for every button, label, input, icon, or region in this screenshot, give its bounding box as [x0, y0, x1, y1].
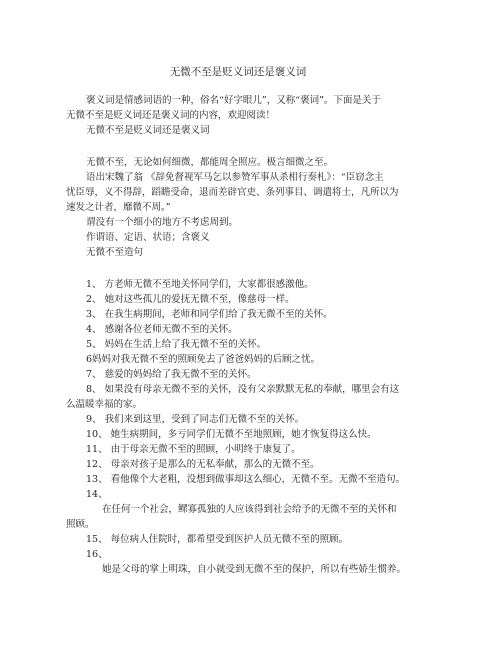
- section-heading: 无微不至造句: [86, 247, 144, 258]
- item-number: 15、: [86, 534, 108, 545]
- item-number: 16、: [86, 549, 108, 560]
- item-text: 妈妈对我无微不至的照顾免去了爸爸妈妈的后顾之忧。: [92, 354, 321, 365]
- list-item: [66, 367, 410, 382]
- item-number: 2、: [86, 294, 102, 305]
- item-text: 母亲对孩子是那么的无私奉献，那么的无微不至。: [110, 459, 320, 470]
- item-number: 7、: [86, 369, 102, 380]
- item-number: 4、: [86, 324, 102, 335]
- list-item: [66, 292, 410, 307]
- list-item-body: 她是父母的掌上明珠，自小就受到无微不至的保护，所以有些娇生惯养。: [102, 564, 407, 575]
- intro-line: 褒义词是情感词语的一种，俗名“好字眼儿”，又称“褒词”。下面是关于: [86, 95, 381, 106]
- item-text: 看他像个大老粗，没想到做事却这么细心，无微不至。无微不至造句。: [110, 474, 406, 485]
- item-number: 9、: [86, 414, 102, 425]
- list-item: [66, 277, 410, 292]
- item-number: 6: [86, 354, 93, 365]
- list-item: [66, 457, 410, 472]
- list-item: [66, 322, 410, 337]
- list-item: [66, 412, 410, 427]
- item-text: 妈妈在生活上给了我无微不至的关怀。: [104, 339, 267, 350]
- list-item: [66, 337, 410, 352]
- item-number: 13、: [86, 474, 108, 485]
- item-text: 她对这些孤儿的爱抚无微不至，像慈母一样。: [104, 294, 295, 305]
- item-number: 11、: [86, 444, 108, 455]
- item-number: 8、: [86, 384, 102, 395]
- list-item: [66, 382, 410, 397]
- item-text: 慈爱的妈妈给了我无微不至的关怀。: [104, 369, 257, 380]
- list-item: [66, 547, 410, 562]
- item-number: 10、: [86, 429, 108, 440]
- item-text: 她生病期间，多亏同学们无微不至地照顾，她才恢复得这么快。: [110, 429, 377, 440]
- definition-line: 无微不至，无论如何细微，都能周全照应。极言细微之至。: [86, 157, 334, 168]
- item-text: 感谢各位老师无微不至的关怀。: [104, 324, 238, 335]
- definition-line: 速发之计者，靡微不周。”: [66, 202, 171, 213]
- item-text: 如果没有母亲无微不至的关怀，没有父亲默默无私的奉献，哪里会有这: [104, 384, 400, 395]
- item-text: 方老师无微不至地关怀同学们，大家都很感激他。: [104, 279, 314, 290]
- document-title: 无微不至是贬义词还是褒义词: [169, 66, 307, 78]
- item-number: 5、: [86, 339, 102, 350]
- list-item-continuation: 么温暖幸福的家。: [66, 399, 143, 410]
- item-text: 由于母亲无微不至的照顾，小明终于康复了。: [110, 444, 301, 455]
- example-sentence-list: [66, 277, 410, 577]
- list-item: [66, 427, 410, 442]
- section-heading: 无微不至是贬义词还是褒义词: [86, 125, 210, 136]
- list-item-continuation: 照顾。: [66, 519, 95, 530]
- item-text: 每位病人住院时，都希望受到医护人员无微不至的照顾。: [110, 534, 349, 545]
- definition-line: 忧臣辱，义不得辞，蹈瞻受命，退而差辟官吏、条列事目、调遣将士，凡所以为: [66, 187, 399, 198]
- item-number: 12、: [86, 459, 108, 470]
- list-item: [66, 472, 410, 487]
- item-number: 1、: [86, 279, 102, 290]
- item-number: 3、: [86, 309, 102, 320]
- definition-line: 作谓语、定语、状语；含褒义: [86, 232, 210, 243]
- item-number: 14、: [86, 489, 108, 500]
- definition-line: 语出宋魏了翁 《辞免督视军马乞以参赞军事从杀相行奏札》：“臣窃念主: [86, 172, 384, 183]
- list-item: [66, 442, 410, 457]
- item-text: 我们来到这里，受到了同志们无微不至的关怀。: [104, 414, 305, 425]
- list-item: [66, 532, 410, 547]
- list-item: [66, 487, 410, 502]
- list-item: [66, 307, 410, 322]
- item-text: 在我生病期间，老师和同学们给了我无微不至的关怀。: [104, 309, 333, 320]
- list-item: [66, 352, 410, 367]
- intro-line: 无微不至是贬义词还是褒义词的内容，欢迎阅读！: [66, 110, 276, 121]
- definition-line: 谓没有一个细小的地方不考虑周到。: [86, 217, 239, 228]
- list-item-body: 在任何一个社会，鳏寡孤独的人应该得到社会给予的无微不至的关怀和: [102, 504, 397, 515]
